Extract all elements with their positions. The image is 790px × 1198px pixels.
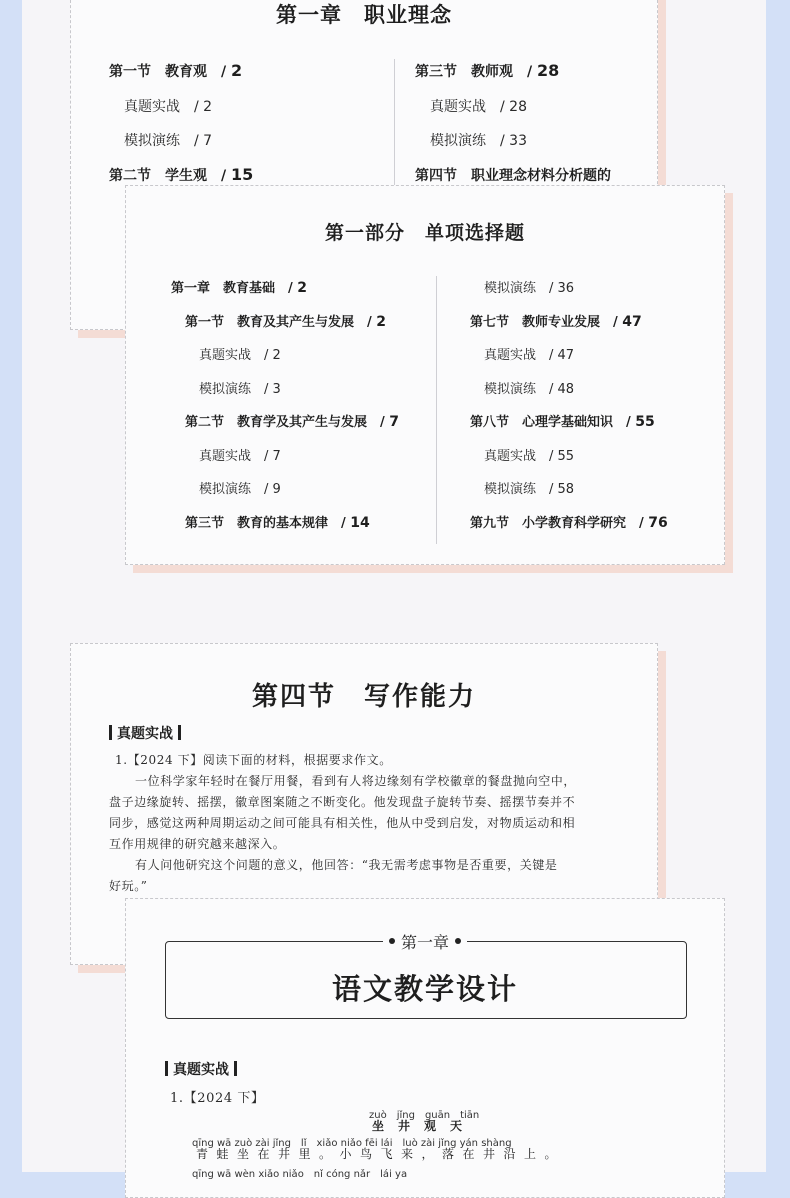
toc-entry (171, 277, 307, 296)
toc-page-number: 2 (203, 98, 213, 115)
toc-entry-label: 模拟演练 (199, 482, 252, 497)
toc-page-number: 28 (537, 61, 560, 80)
page-separator: / (354, 314, 377, 330)
page-separator: / (275, 281, 298, 296)
toc-entry (109, 165, 253, 185)
toc-entry (185, 311, 386, 330)
real-exam-tag: 真题实战 (109, 723, 181, 743)
toc-entry-label: 第七节 教师专业发展 (470, 314, 601, 330)
toc-entry-label: 第二节 学生观 (109, 167, 207, 184)
toc-entry-label: 模拟演练 (430, 133, 486, 149)
poem-line-1: 青蛙坐在井里。小鸟飞来，落在井沿上。 (196, 1147, 566, 1161)
page-separator: / (536, 381, 558, 397)
toc-entry-label: 真题实战 (484, 348, 537, 363)
toc-entry-label: 第四节 职业理念材料分析题的 (415, 167, 611, 184)
toc-entry-label: 真题实战 (484, 448, 537, 464)
toc-entry (199, 445, 281, 464)
toc-entry-label: 模拟演练 (484, 381, 537, 397)
part-title: 第一部分 单项选择题 (324, 222, 525, 244)
toc-entry-label: 第一节 教育及其产生与发展 (185, 314, 355, 330)
page-separator: / (513, 64, 537, 80)
toc-entry-label: 模拟演练 (484, 281, 537, 296)
toc-entry-label: 第二节 教育学及其产生与发展 (185, 415, 368, 430)
page-separator: / (536, 281, 558, 296)
poem-line-1-pinyin: qīng wā zuò zài jǐng lǐ xiǎo niǎo fēi lái luò zài jǐng yán shàng (192, 1138, 512, 1149)
toc-page-number: 33 (509, 133, 527, 149)
toc-page-number: 55 (557, 448, 575, 464)
toc-entry-label: 模拟演练 (199, 381, 252, 397)
toc-page-number: 7 (389, 414, 400, 430)
toc-entry-label: 第一节 教育观 (109, 64, 207, 80)
column-divider (436, 276, 437, 544)
page-separator: / (536, 448, 558, 464)
poem-title: 坐井观天 (372, 1119, 477, 1133)
toc-entry-label: 真题实战 (199, 448, 252, 464)
toc-entry-label: 模拟演练 (124, 133, 180, 149)
toc-page-number: 3 (272, 381, 281, 397)
toc-page-number: 15 (231, 164, 254, 184)
toc-page-number: 14 (350, 514, 370, 531)
poem-title-pinyin: zuò jǐng guān tiān (369, 1110, 480, 1121)
page-separator: / (536, 348, 558, 363)
toc-page-single-choice (125, 185, 725, 565)
toc-entry (185, 411, 399, 430)
toc-page-number: 2 (376, 313, 387, 330)
column-divider (394, 59, 395, 189)
page-separator: / (251, 482, 273, 497)
toc-page-number: 76 (648, 514, 668, 531)
toc-page-number: 36 (557, 281, 575, 296)
toc-entry-label: 真题实战 (124, 98, 180, 115)
material-line: 盘子边缘旋转、摇摆，徽章图案随之不断变化。他发现盘子旋转节奏、摇摆节奏并不 (109, 795, 576, 809)
toc-page-number: 28 (509, 98, 527, 115)
chapter-title: 第一章 职业理念 (276, 2, 452, 27)
bullet-dot-icon (455, 938, 461, 944)
chapter-label: 第一章 (126, 930, 724, 953)
toc-entry (470, 411, 655, 430)
toc-entry (430, 96, 527, 116)
question-stem: 1.【2024 下】阅读下面的材料，根据要求作文。 (115, 753, 392, 767)
toc-entry (484, 478, 574, 497)
material-line: 有人问他研究这个问题的意义，他回答：“我无需考虑事物是否重要，关键是 (135, 858, 558, 872)
page-separator: / (251, 448, 273, 464)
toc-entry (199, 344, 281, 363)
toc-page-number: 58 (557, 482, 575, 497)
toc-entry-label: 真题实战 (430, 98, 486, 115)
toc-entry (484, 277, 574, 296)
page-separator: / (486, 98, 510, 115)
toc-page-number: 55 (635, 414, 655, 430)
page-separator: / (626, 515, 649, 531)
toc-entry (199, 378, 281, 397)
toc-entry (415, 61, 559, 81)
section-title: 第四节 写作能力 (251, 682, 476, 712)
toc-entry (430, 130, 527, 150)
page-separator: / (180, 133, 204, 149)
page-separator: / (328, 515, 351, 531)
toc-page-number: 2 (272, 348, 281, 363)
page-separator: / (486, 133, 510, 149)
toc-page-number: 47 (557, 348, 575, 363)
chinese-teaching-design-page (125, 898, 725, 1198)
toc-entry (484, 378, 574, 397)
page-separator: / (613, 415, 636, 430)
toc-page-number: 2 (231, 61, 243, 80)
chapter-title: 语文教学设计 (331, 972, 518, 1006)
toc-entry (199, 478, 281, 497)
toc-entry (470, 311, 642, 330)
page-separator: / (600, 314, 623, 330)
toc-entry (415, 165, 611, 185)
toc-page-number: 47 (622, 313, 642, 330)
toc-entry-label: 第一章 教育基础 (171, 281, 276, 296)
page-separator: / (367, 415, 390, 430)
page-separator: / (536, 482, 558, 497)
toc-entry (109, 61, 242, 81)
toc-entry-label: 第三节 教育的基本规律 (185, 515, 329, 531)
toc-page-number: 2 (297, 280, 308, 296)
page-separator: / (207, 167, 231, 184)
material-line: 互作用规律的研究越来越深入。 (109, 837, 286, 851)
bullet-dot-icon (389, 938, 395, 944)
toc-page-number: 48 (557, 381, 575, 397)
toc-entry (470, 512, 668, 531)
toc-entry (484, 344, 574, 363)
toc-page-number: 9 (272, 482, 281, 497)
toc-entry (185, 512, 370, 531)
toc-entry-label: 第九节 小学教育科学研究 (470, 515, 627, 531)
page-separator: / (251, 381, 273, 397)
toc-entry-label: 第八节 心理学基础知识 (470, 415, 614, 430)
material-line: 好玩。” (109, 879, 148, 893)
material-line: 同步，感觉这两种周期运动之间可能具有相关性，他从中受到启发，对物质运动和相 (109, 816, 576, 830)
page-separator: / (251, 348, 273, 363)
toc-entry-label: 第三节 教师观 (415, 64, 513, 80)
toc-page-number: 7 (203, 133, 213, 149)
toc-page-number: 7 (272, 448, 281, 464)
toc-entry-label: 真题实战 (199, 348, 252, 363)
page-separator: / (207, 64, 231, 80)
page-separator: / (180, 98, 204, 115)
poem-line-2-pinyin: qīng wā wèn xiǎo niǎo nǐ cóng nǎr lái ya (192, 1169, 408, 1180)
question-stem: 1.【2024 下】 (170, 1091, 265, 1106)
toc-entry (484, 445, 574, 464)
material-line: 一位科学家年轻时在餐厅用餐，看到有人将边缘刻有学校徽章的餐盘抛向空中， (135, 774, 577, 788)
toc-entry (124, 96, 212, 116)
real-exam-tag: 真题实战 (165, 1059, 237, 1079)
toc-entry (124, 130, 212, 150)
toc-entry-label: 模拟演练 (484, 482, 537, 497)
